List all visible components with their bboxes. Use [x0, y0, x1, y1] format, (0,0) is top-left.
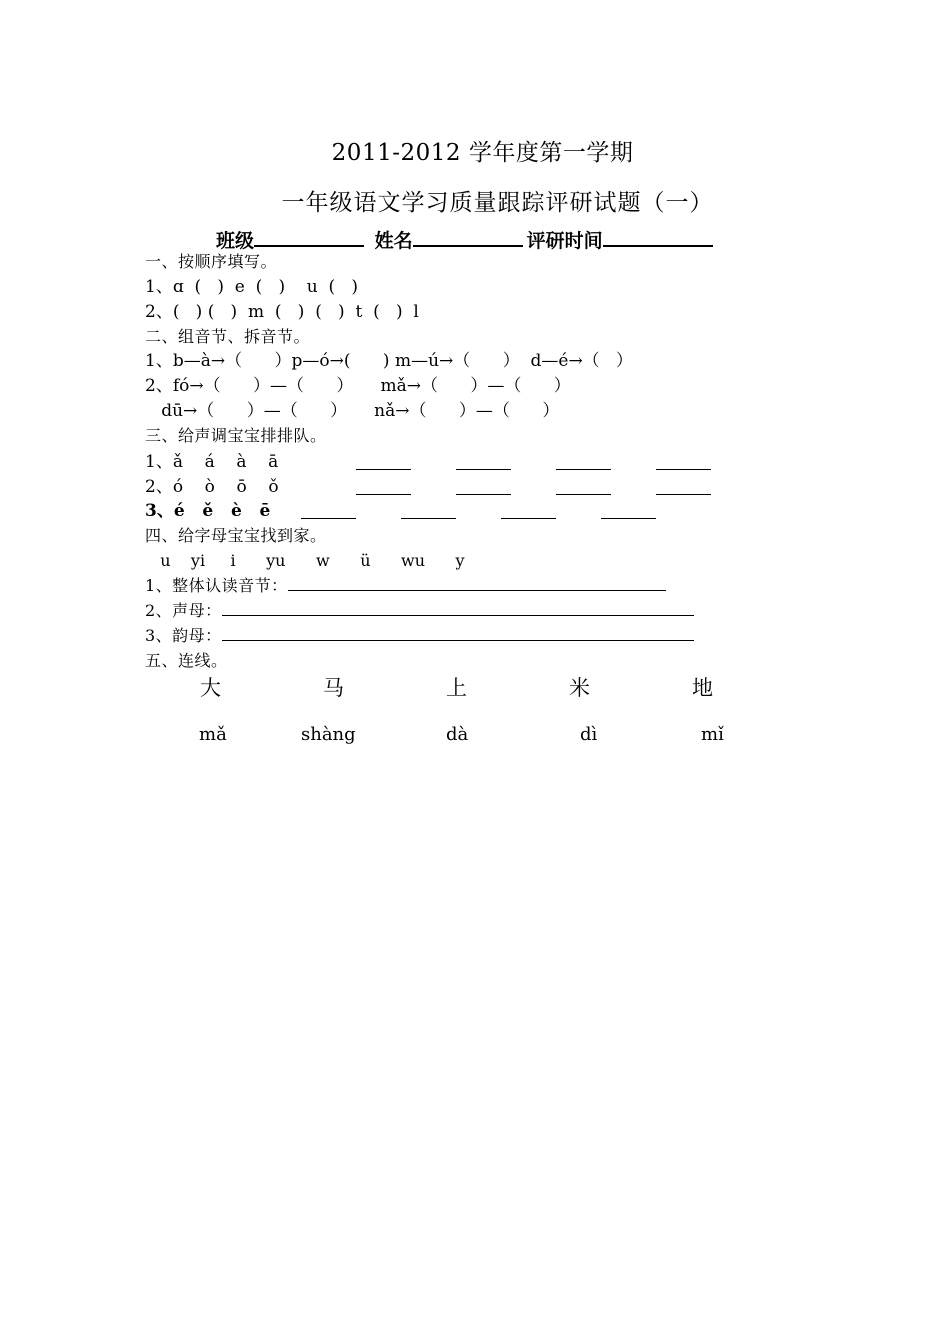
letter-list: u yi i yu w ü wu y: [145, 551, 465, 570]
answer-blank[interactable]: [456, 457, 511, 470]
section5-heading: 五、连线。: [145, 651, 228, 670]
answer-blank[interactable]: [356, 457, 411, 470]
answer-blank[interactable]: [501, 506, 556, 519]
q1-answer-line[interactable]: [288, 576, 666, 591]
tone-blanks-1: [356, 455, 711, 474]
pinyin-item[interactable]: dì: [580, 724, 598, 745]
tone-letters-2: 2、ó ò ō ǒ: [145, 477, 279, 497]
q-initials: [145, 600, 694, 622]
answer-blank[interactable]: [401, 506, 456, 519]
section1-heading: 一、按顺序填写。: [145, 252, 278, 271]
pinyin-item[interactable]: mǎ: [199, 724, 227, 745]
answer-blank[interactable]: [656, 457, 711, 470]
q2-label: 2、声母：: [145, 601, 222, 620]
q2-answer-line[interactable]: [222, 601, 694, 616]
q3-label: 3、韵母：: [145, 626, 222, 645]
q3-answer-line[interactable]: [222, 626, 694, 641]
tone-letters-3: 3、é ě è ē: [145, 501, 271, 521]
pinyin-item[interactable]: dà: [446, 724, 469, 745]
section3-line2: [145, 476, 279, 498]
answer-blank[interactable]: [456, 482, 511, 495]
section2-line2: 2、fó→（ ）—（ ） mǎ→（ ）—（ ）: [145, 376, 571, 396]
section1-line1: 1、ɑ ( ) e ( ) u ( ): [145, 277, 358, 297]
section3-line3: [145, 500, 270, 522]
exam-subtitle: 一年级语文学习质量跟踪评研试题（一）: [281, 190, 714, 216]
pinyin-item[interactable]: shàng: [301, 724, 356, 745]
tone-letters-1: 1、ǎ á à ā: [145, 452, 279, 472]
q1-label: 1、整体认读音节：: [145, 576, 288, 595]
section4-heading: 四、给字母宝宝找到家。: [145, 526, 327, 545]
answer-blank[interactable]: [656, 482, 711, 495]
section3-heading: 三、给声调宝宝排排队。: [145, 426, 327, 445]
exam-title: 2011-2012 学年度第一学期: [331, 140, 634, 166]
tone-blanks-2: [356, 480, 711, 499]
hanzi-item[interactable]: 米: [569, 676, 590, 700]
answer-blank[interactable]: [556, 482, 611, 495]
section2-line1: 1、b—à→（ ）p—ó→( ) m—ú→（ ） d—é→（ ）: [145, 351, 633, 371]
q-whole-syllables: [145, 575, 666, 597]
pinyin-item[interactable]: mǐ: [701, 724, 724, 745]
pinyin-row: [0, 724, 950, 750]
answer-blank[interactable]: [601, 506, 656, 519]
time-blank[interactable]: [603, 227, 713, 247]
section2-line3: dū→（ ）—（ ） nǎ→（ ）—（ ）: [145, 401, 560, 421]
student-info-line: [216, 226, 717, 253]
name-blank[interactable]: [413, 227, 523, 247]
time-label: 评研时间: [526, 230, 603, 252]
answer-blank[interactable]: [356, 482, 411, 495]
section2-heading: 二、组音节、拆音节。: [145, 327, 311, 346]
name-label: 姓名: [374, 230, 413, 252]
class-blank[interactable]: [254, 227, 364, 247]
answer-blank[interactable]: [556, 457, 611, 470]
tone-blanks-3: [301, 504, 656, 523]
class-label: 班级: [216, 230, 255, 252]
hanzi-row: [0, 672, 950, 702]
hanzi-item[interactable]: 大: [200, 676, 221, 700]
answer-blank[interactable]: [301, 506, 356, 519]
section1-line2: 2、( ) ( ) m ( ) ( ) t ( ) l: [145, 302, 419, 322]
q-finals: [145, 625, 694, 647]
section3-line1: [145, 451, 278, 473]
hanzi-item[interactable]: 地: [692, 676, 713, 700]
hanzi-item[interactable]: 马: [323, 676, 344, 700]
hanzi-item[interactable]: 上: [446, 676, 467, 700]
